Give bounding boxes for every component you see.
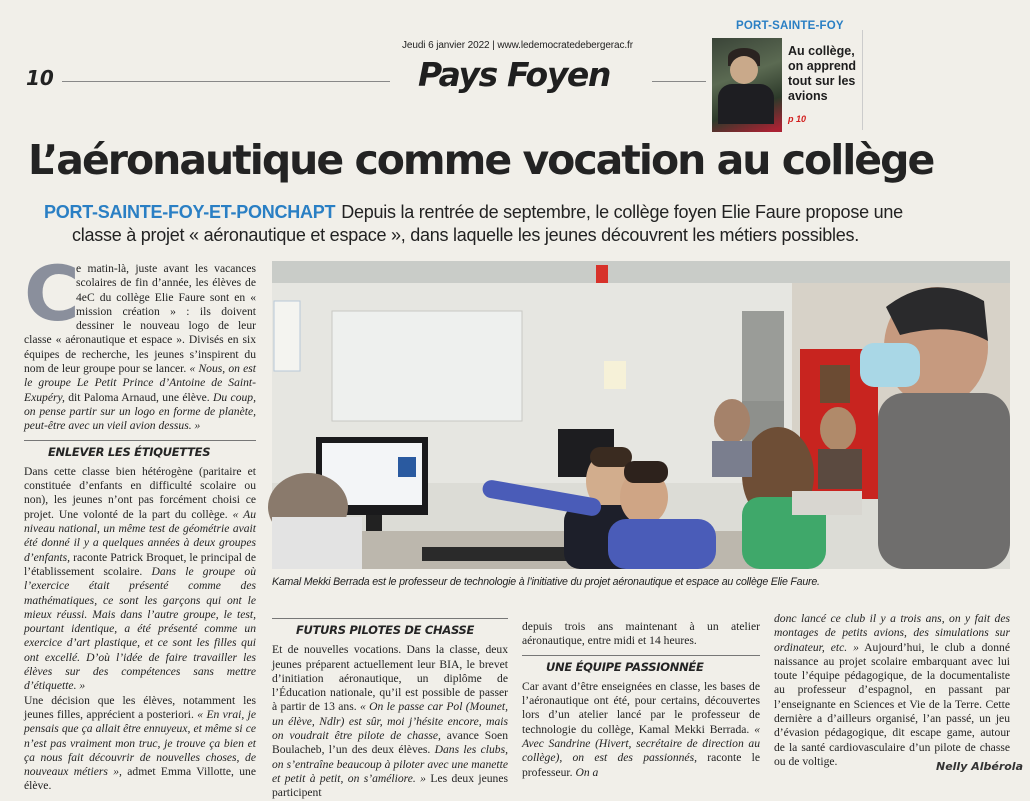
body-text: admet Emma Villotte, une élève. xyxy=(24,765,256,793)
quote: Dans les clubs, on s’entraîne beaucoup à piloter avec une manette et petit à petit, on s’améliore. » xyxy=(272,743,508,785)
body-text: Aujourd’hui, le club a donné naissance au projet scolaire embarquant avec lui toute l’équipe pédagogique, de la documentaliste au professeur d’espagnol, en passant par l’enseignante en Sciences et Vie de la Terre. Cette dernière a d’ailleurs organisé, l’an passé, un jeu d’évasion pédagogique, dit escape game, autour de la santé cardiovasculaire d’un pilote de chasse ou de voltige. xyxy=(774,640,1010,768)
header-rule-right xyxy=(652,81,706,82)
lede-line-1: Depuis la rentrée de septembre, le collège foyen Elie Faure propose une xyxy=(341,202,903,222)
section-title: Pays Foyen xyxy=(418,55,611,94)
quote: Dans le groupe où l’exercice était présenté comme des mathématiques, ce sont les garçons qui ont le mieux réussi. Mais dans l’autre groupe, le test, pourtant identique, a été présenté comme un exercice d’art plastique, et ce sont les filles qui ont excellé. D’où l’idée de faire travailler les élèves sur des compétences sans mettre d’étiquette. » xyxy=(24,564,256,693)
dateline: Jeudi 6 janvier 2022 | www.ledemocratedebergerac.fr xyxy=(402,40,633,51)
body-text: depuis trois ans maintenant à un atelier aéronautique, entre midi et 14 heures. xyxy=(522,620,760,648)
body-text: Et de nouvelles vocations. Dans la classe, deux jeunes préparent actuellement leur BIA, le brevet d’initiation aéronautique, un diplôme de l’Éducation nationale, qu’il est possible de passer à partir de 13 ans. xyxy=(272,643,508,714)
quote: Du coup, on pense partir sur un logo en forme de planète, peut-être avec un vieil avion dessus. » xyxy=(24,390,256,433)
article-lede xyxy=(44,201,994,247)
article-column-4 xyxy=(774,612,1010,769)
drop-cap: C xyxy=(24,249,80,338)
page-number: 10 xyxy=(26,66,54,90)
article-column-3 xyxy=(522,620,760,780)
quote: « On le passe car Pol (Mounet, un élève, Ndlr) est sûr, moi j’hésite encore, mais on voudrait être pilote de chasse, xyxy=(272,700,508,743)
teaser-text[interactable]: Au collège, on apprend tout sur les avions xyxy=(788,44,857,103)
quote: « Au niveau national, un même test de géométrie avait été donné il y a quelques années à deux groupes d’enfants, xyxy=(24,507,257,564)
subhead-equipe: UNE ÉQUIPE PASSIONNÉE xyxy=(522,655,760,674)
article-photo xyxy=(272,261,1010,569)
teaser-divider xyxy=(862,30,863,130)
body-text: e matin-là, juste avant les vacances scolaires de fin d’année, les élèves de 4eC du collège Elie Faure sont en « mission création » : ils doivent dessiner le nouveau logo de leur classe « aéronautique et espace ». Divisés en six équipes de recherche, les jeunes s’inspirent du nom de leur groupe pour se lancer. xyxy=(24,262,256,376)
header-rule-left xyxy=(62,81,390,82)
photo-caption: Kamal Mekki Berrada est le professeur de technologie à l’initiative du projet aéronautique et espace au collège Elie Faure. xyxy=(272,576,820,588)
quote: On a xyxy=(572,765,599,779)
body-text: Une décision que les élèves, notamment les jeunes filles, apprécient a posteriori. xyxy=(24,693,256,721)
subhead-futurs-pilotes: FUTURS PILOTES DE CHASSE xyxy=(272,618,508,637)
body-text: Car avant d’être enseignées en classe, les bases de l’aéronautique ont été, pour certains, découvertes lors d’un atelier lancé par le professeur de technologie du collège, Kamal Mekki Berrada. xyxy=(522,679,760,736)
teaser-photo xyxy=(712,38,782,132)
quote: donc lancé ce club il y a trois ans, on y fait des montages de petits avions, des simulations sur ordinateur, etc. » xyxy=(774,612,1010,654)
teaser-page-ref: p 10 xyxy=(788,114,807,124)
body-text: raconte le professeur. xyxy=(522,751,761,779)
subhead-enlever: ENLEVER LES ÉTIQUETTES xyxy=(24,440,256,459)
lede-line-2: classe à projet « aéronautique et espace », dans laquelle les jeunes découvrent les métiers possibles. xyxy=(72,225,859,245)
dateline-place: PORT-SAINTE-FOY-ET-PONCHAPT xyxy=(44,202,336,222)
teaser-tag: PORT-SAINTE-FOY xyxy=(736,20,844,32)
article-headline: L’aéronautique comme vocation au collège xyxy=(28,136,934,184)
quote: « Avec Sandrine (Hivert, secrétaire de direction au collège), on est des passionnés, xyxy=(522,722,760,765)
author-signature: Nelly Albérola xyxy=(936,760,1024,773)
quote: « Nous, on est le groupe Le Petit Prince d’Antoine de Saint-Exupéry, xyxy=(24,362,256,404)
body-text: Les deux jeunes participent xyxy=(272,771,509,800)
body-text: raconte Patrick Broquet, le principal de l’établissement scolaire. xyxy=(24,550,256,578)
article-column-2 xyxy=(272,612,508,801)
body-text: dit Paloma Arnaud, une élève. xyxy=(64,390,210,404)
quote: « En vrai, je pensais que ça allait être ennuyeux, et même si ce n’est pas vraiment mon truc, je trouve ça bien et ça nous fait découvrir de nouvelles choses, de nouveaux métiers », xyxy=(24,707,256,779)
body-text: Dans cette classe bien hétérogène (paritaire et constituée d’enfants en difficulté scolaire ou non), les jeunes n’ont pas forcément choisi ce projet. Une volonté de la part du collège. xyxy=(24,464,256,521)
body-text: avance Soen Boulacheb, l’un des deux élèves. xyxy=(272,729,508,757)
article-column-1 xyxy=(24,249,257,794)
